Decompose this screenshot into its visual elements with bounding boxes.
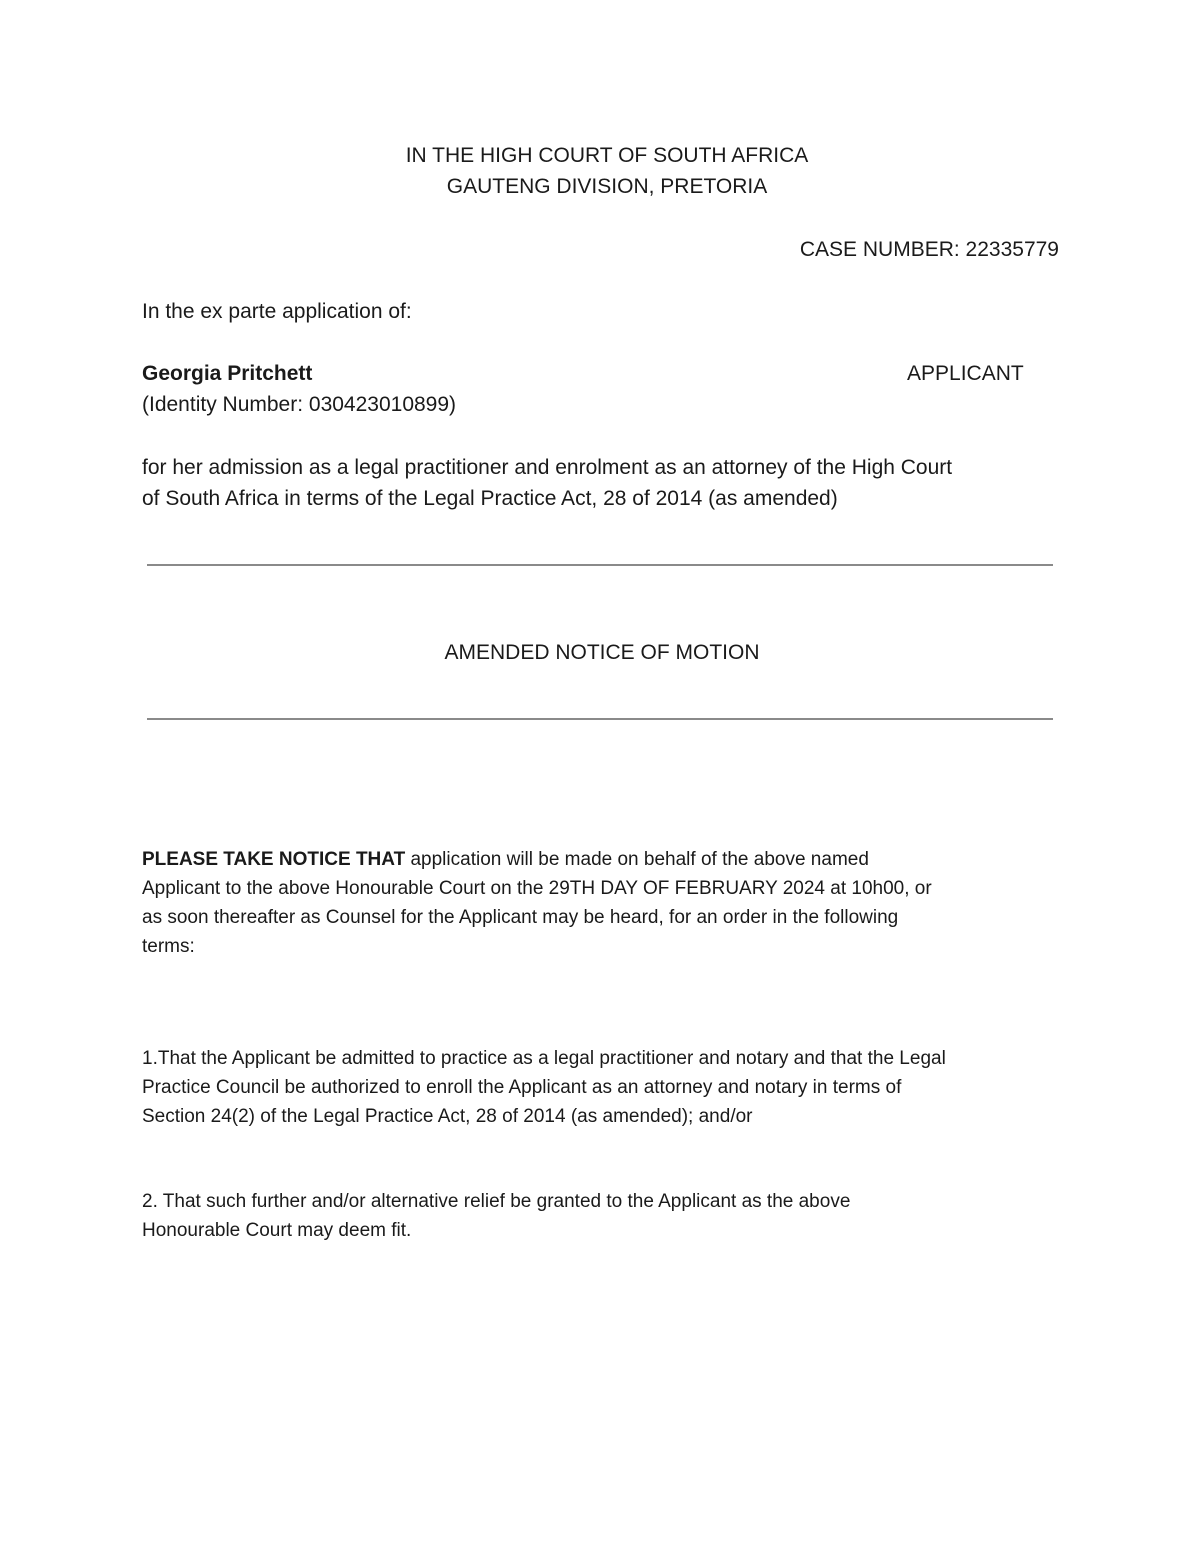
court-name: IN THE HIGH COURT OF SOUTH AFRICA [405, 144, 809, 167]
applicant-role: APPLICANT [907, 362, 1024, 385]
divider-top [147, 564, 1053, 566]
document-title: AMENDED NOTICE OF MOTION [444, 641, 760, 664]
order-line: 1.That the Applicant be admitted to practice as a legal practitioner and notary and that the Legal [142, 1048, 946, 1069]
notice-line: terms: [142, 936, 195, 957]
notice-line-1-text: application will be made on behalf of the above named [405, 849, 869, 870]
case-number: CASE NUMBER: 22335779 [799, 238, 1059, 261]
notice-line: Applicant to the above Honourable Court on the 29TH DAY OF FEBRUARY 2024 at 10h00, or [142, 878, 932, 899]
applicant-name: Georgia Pritchett [142, 362, 313, 385]
order-line: 2. That such further and/or alternative relief be granted to the Applicant as the above [142, 1191, 851, 1212]
purpose-line: of South Africa in terms of the Legal Practice Act, 28 of 2014 (as amended) [142, 487, 838, 510]
notice-line: as soon thereafter as Counsel for the Applicant may be heard, for an order in the following [142, 907, 899, 928]
notice-line [142, 845, 1062, 874]
order-line: Section 24(2) of the Legal Practice Act, 28 of 2014 (as amended); and/or [142, 1106, 753, 1127]
notice-paragraph [142, 845, 1062, 961]
divider-bottom [147, 718, 1053, 720]
order-item-1 [142, 1044, 1062, 1131]
order-line: Practice Council be authorized to enroll the Applicant as an attorney and notary in terms of [142, 1077, 902, 1098]
application-purpose [142, 452, 1072, 514]
ex-parte-intro: In the ex parte application of: [142, 300, 412, 323]
notice-lead: PLEASE TAKE NOTICE THAT [142, 849, 406, 870]
court-division: GAUTENG DIVISION, PRETORIA [446, 175, 768, 198]
purpose-line: for her admission as a legal practitioner and enrolment as an attorney of the High Court [142, 456, 953, 479]
applicant-identity-number: (Identity Number: 030423010899) [142, 393, 457, 416]
order-line: Honourable Court may deem fit. [142, 1220, 412, 1241]
order-item-2 [142, 1187, 1062, 1245]
